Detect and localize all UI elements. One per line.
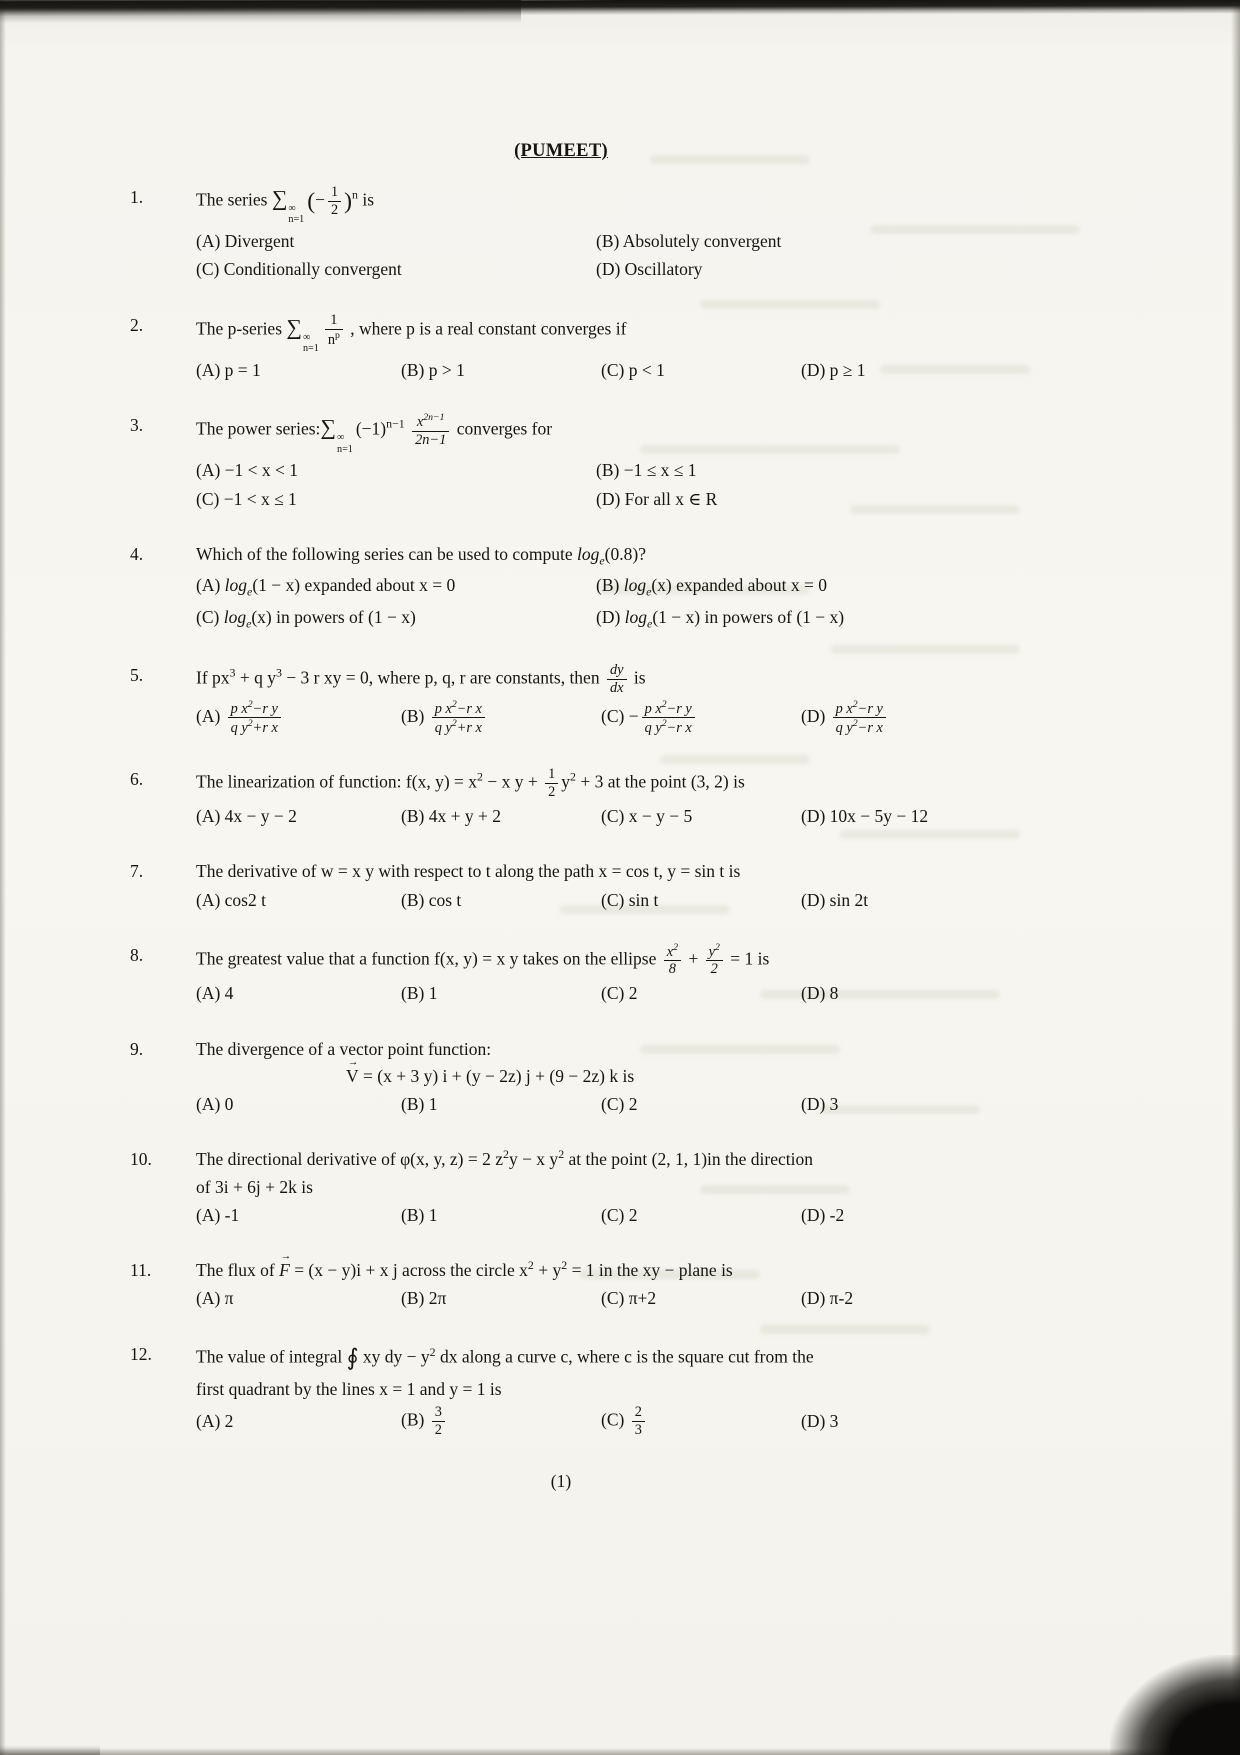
- option: (B) $\frac{3}{2}$: [401, 1404, 601, 1439]
- question-text: [196, 1341, 992, 1402]
- question: [130, 1341, 992, 1439]
- question-options: [196, 887, 992, 913]
- question-options: [196, 803, 992, 829]
- question-text: [196, 541, 992, 570]
- question-options: [196, 980, 992, 1006]
- option: (D) $\log_e(1 - x)$ in powers of (1 − x): [596, 606, 845, 631]
- option: (A) −1 < x < 1: [196, 460, 299, 481]
- option: (A) $\frac{p x^2-r y}{q y^2+r x}$: [196, 699, 401, 737]
- question: [130, 766, 992, 829]
- question-number: 1.: [130, 186, 144, 207]
- scan-corner-bottom-right: [1110, 1655, 1240, 1755]
- question-text-line: If $px^3 + q$ $y^3 - 3$ r xy = 0, where p, q, r are constants, then $\frac{dy}{dx}$ is: [196, 661, 646, 696]
- option: (C) p < 1: [601, 359, 665, 380]
- option: (D) $\frac{p x^2-r y}{q y^2-r x}$: [801, 699, 992, 737]
- scan-edge-top: [0, 0, 1240, 16]
- option: (B) $\log_e(x)$ expanded about x = 0: [596, 575, 827, 599]
- question-text-line: The derivative of w = x y with respect to t along the path x = cos t, y = sin t is: [196, 861, 741, 882]
- question-options: [196, 699, 992, 737]
- question-number: 5.: [130, 664, 144, 685]
- exam-content: [130, 138, 992, 1494]
- question-body: [196, 766, 992, 829]
- option: (D) 3: [801, 1094, 839, 1115]
- question-number: 7.: [130, 861, 144, 882]
- question-text-line: of 3i + 6j + 2k is: [196, 1176, 313, 1197]
- question-number: 3.: [130, 415, 144, 436]
- scan-edge-top-left: [0, 0, 521, 23]
- question-text-line: The p-series ∑ ∞ n=1 $\frac{1}{n^p}$ , where p is a real constant converges if: [196, 311, 627, 355]
- option: (C) 2: [601, 1094, 638, 1115]
- question-body: [196, 942, 992, 1007]
- option: (A) -1: [196, 1204, 240, 1225]
- question-text-line: The divergence of a vector point function:: [196, 1038, 492, 1059]
- option: (C) Conditionally convergent: [196, 259, 402, 280]
- question-text-line: The linearization of function: f(x, $y) = x^2 - x$ y + $\frac{1}{2}$ $y^2 + 3$ at the point (3, 2) is: [196, 766, 745, 801]
- question-number: 10.: [130, 1149, 152, 1170]
- option: (D) p ≥ 1: [801, 359, 866, 380]
- question-options: [196, 228, 992, 283]
- question: [130, 312, 992, 384]
- question: [130, 1257, 992, 1312]
- question-body: [196, 1036, 992, 1118]
- question-body: [196, 1257, 992, 1312]
- option: (B) cos t: [401, 889, 462, 910]
- question-body: [196, 312, 992, 384]
- option: (A) cos2 t: [196, 889, 266, 910]
- scan-edge-right: [1231, 0, 1240, 1755]
- question-text-line: The flux of F → = (x − y)i + x j across the circle $x^2 + y^2 = 1$ in the xy − plane is: [196, 1257, 992, 1283]
- question: [130, 858, 992, 913]
- question-body: [196, 184, 992, 283]
- option: (B) Absolutely convergent: [596, 231, 782, 252]
- option: (C) $\frac{2}{3}$: [601, 1404, 801, 1439]
- scan-corner-bottom-left: [0, 1745, 100, 1755]
- option: (A) Divergent: [196, 231, 295, 252]
- scan-edge-left: [0, 0, 6, 1755]
- question-text: [196, 858, 992, 884]
- question: [130, 662, 992, 737]
- option: (A) π: [196, 1288, 234, 1309]
- question-text: [196, 312, 992, 355]
- option: (A) 2: [196, 1411, 234, 1432]
- option: (D) For all x ∈ R: [596, 488, 718, 509]
- question-body: [196, 1341, 992, 1439]
- question-text-line: The value of integral ∮ xy dy − $y^2$ dx along a curve c, where c is the square cut from the: [196, 1344, 814, 1370]
- option: (B) −1 ≤ x ≤ 1: [596, 460, 697, 481]
- option: (D) Oscillatory: [596, 259, 703, 280]
- question-text-line: first quadrant by the lines x = 1 and y = 1 is: [196, 1378, 502, 1399]
- question: [130, 412, 992, 512]
- question-text: [196, 942, 992, 979]
- question: [130, 541, 992, 633]
- question: [130, 184, 992, 283]
- question-text-line: The power series:∑ ∞ n=1 $(-1)^{n-1}$ $\frac{x^{2n-1}}{2n-1}$ converges for: [196, 412, 553, 455]
- question-number: 12.: [130, 1343, 152, 1364]
- option: (A) 4: [196, 983, 234, 1004]
- question-number: 11.: [130, 1260, 152, 1281]
- question-text: [196, 1257, 992, 1283]
- option: (A) $\log_e(1 - x)$ expanded about x = 0: [196, 575, 456, 599]
- question-text: [196, 184, 992, 226]
- question-options: [196, 1285, 992, 1311]
- option: (D) sin 2t: [801, 889, 869, 910]
- option: (C) $\log_e(x)$ in powers of (1 − x): [196, 606, 416, 631]
- question: [130, 1036, 992, 1118]
- option: (A) 0: [196, 1094, 234, 1115]
- question-number: 6.: [130, 769, 144, 790]
- question-body: [196, 412, 992, 512]
- question-text-line: The series ∑ ∞ n=1 (− $\frac{1}{2}$ )$^n$ is: [196, 183, 375, 226]
- question-text: [196, 1146, 992, 1200]
- option: (D) -2: [801, 1204, 845, 1225]
- option: (D) π-2: [801, 1288, 854, 1309]
- question-number: 2.: [130, 314, 144, 335]
- option: (C) − $\frac{p x^2-r y}{q y^2-r x}$: [601, 699, 801, 737]
- question-options: [196, 1202, 992, 1228]
- question-options: [196, 357, 992, 383]
- question-text: [196, 662, 992, 697]
- question-options: [196, 1091, 992, 1117]
- question-body: [196, 541, 992, 633]
- question-text: [196, 1036, 992, 1090]
- option: (C) sin t: [601, 889, 659, 910]
- option: (B) 1: [401, 983, 438, 1004]
- question-text-line: Which of the following series can be used to compute $\log_e(0.8)$?: [196, 543, 646, 568]
- option: (D) 10x − 5y − 12: [801, 806, 929, 827]
- option: (B) $\frac{p x^2-r x}{q y^2+r x}$: [401, 699, 601, 737]
- question-number: 8.: [130, 944, 144, 965]
- question-text-line: V → = (x + 3 y) i + (y − 2z) j + (9 − 2z) k is: [196, 1063, 992, 1089]
- question-body: [196, 1146, 992, 1228]
- question-text: [196, 766, 992, 801]
- question: [130, 1146, 992, 1228]
- option: (D) 3: [801, 1411, 839, 1432]
- question-options: [196, 572, 992, 633]
- page-number: (1): [550, 1470, 572, 1491]
- question-body: [196, 662, 992, 737]
- question-text-line: The directional derivative of φ(x, y, z) = 2 $z^2y - x$ $y^2$ at the point (2, 1, 1)in the direction: [196, 1147, 813, 1170]
- option: (B) 2π: [401, 1288, 447, 1309]
- question-body: [196, 858, 992, 913]
- option: (B) p > 1: [401, 359, 465, 380]
- question-number: 9.: [130, 1038, 144, 1059]
- option: (C) π+2: [601, 1288, 657, 1309]
- question: [130, 942, 992, 1007]
- option: (C) 2: [601, 1204, 638, 1225]
- option: (D) 8: [801, 983, 839, 1004]
- question-options: [196, 457, 992, 512]
- exam-title: (PUMEET): [514, 141, 608, 161]
- option: (C) 2: [601, 983, 638, 1004]
- question-options: [196, 1404, 992, 1439]
- option: (A) p = 1: [196, 359, 261, 380]
- scan-edge-bottom: [0, 1748, 1240, 1755]
- option: (A) 4x − y − 2: [196, 806, 297, 827]
- option: (B) 1: [401, 1094, 438, 1115]
- question-number: 4.: [130, 543, 144, 564]
- question-text: [196, 412, 992, 455]
- option: (B) 1: [401, 1204, 438, 1225]
- option: (C) x − y − 5: [601, 806, 693, 827]
- question-text-line: The greatest value that a function f(x, y) = x y takes on the ellipse $\frac{x^2}{8}$ + $\frac{y^2}{2}$ = 1 is: [196, 941, 770, 978]
- option: (B) 4x + y + 2: [401, 806, 501, 827]
- question-list: [130, 184, 992, 1439]
- option: (C) −1 < x ≤ 1: [196, 488, 297, 509]
